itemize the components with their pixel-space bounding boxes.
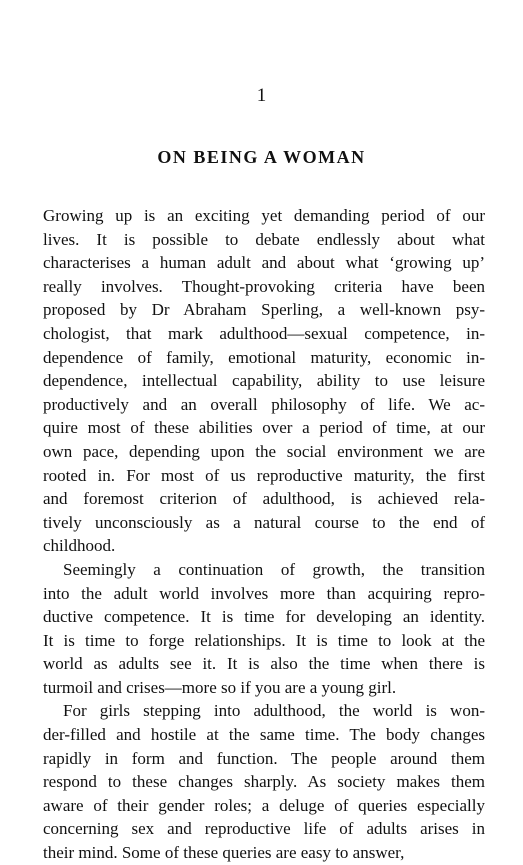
text-line: chologist, that mark adulthood—sexual competence, in- xyxy=(43,323,485,343)
text-line: ductive competence. It is time for developing an identity. xyxy=(43,607,485,627)
text-line: Growing up is an exciting yet demanding period of our xyxy=(43,206,485,225)
text-line: For girls stepping into adulthood, the world is won- xyxy=(63,701,485,721)
chapter-number: 1 xyxy=(256,85,267,106)
text-line: tively unconsciously as a natural course to the end of xyxy=(43,512,485,532)
text-line: quire most of these abilities over a period of time, at our xyxy=(43,418,485,438)
text-line: respond to these changes sharply. As society makes them xyxy=(43,772,485,792)
text-line: dependence of family, emotional maturity, economic in- xyxy=(43,347,485,367)
text-line: rooted in. For most of us reproductive maturity, the first xyxy=(43,465,485,485)
text-line: proposed by Dr Abraham Sperling, a well-known psy- xyxy=(43,300,485,320)
text-line: their mind. Some of these queries are easy to answer, xyxy=(43,843,405,863)
text-line: rapidly in form and function. The people around them xyxy=(43,748,485,768)
text-line: really involves. Thought-provoking criteria have been xyxy=(43,276,485,296)
text-line: own pace, depending upon the social environment we are xyxy=(43,441,485,461)
text-line: and foremost criterion of adulthood, is achieved rela- xyxy=(43,489,485,509)
text-line: concerning sex and reproductive life of adults arises in xyxy=(43,819,485,839)
text-line: childhood. xyxy=(43,536,116,556)
text-line: characterises a human adult and about what ‘growing up’ xyxy=(43,253,485,273)
text-line: dependence, intellectual capability, ability to use leisure xyxy=(43,371,485,391)
text-line: Seemingly a continuation of growth, the transition xyxy=(63,559,485,579)
text-line: It is time to forge relationships. It is time to look at the xyxy=(43,630,485,650)
chapter-body xyxy=(43,204,485,865)
text-line: productively and an overall philosophy of life. We ac- xyxy=(43,394,485,414)
text-line: into the adult world involves more than acquiring repro- xyxy=(43,583,485,603)
text-line: lives. It is possible to debate endlessly about what xyxy=(43,229,485,249)
text-line: aware of their gender roles; a deluge of queries especially xyxy=(43,795,485,815)
text-line: world as adults see it. It is also the time when there is xyxy=(43,654,485,674)
chapter-title: ON BEING A WOMAN xyxy=(157,147,366,167)
text-line: turmoil and crises—more so if you are a young girl. xyxy=(43,677,397,697)
text-line: der-filled and hostile at the same time. The body changes xyxy=(43,725,485,745)
